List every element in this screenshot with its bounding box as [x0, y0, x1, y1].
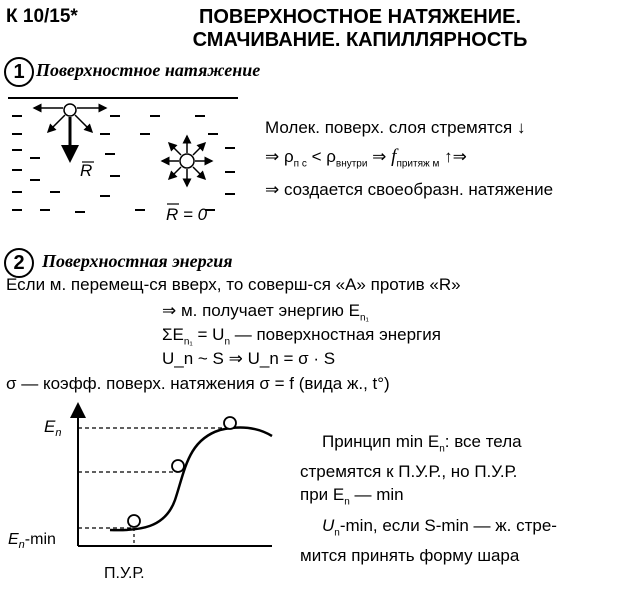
s2-line-2: ⇒ м. получает энергию $E_{n_1}$: [162, 301, 369, 324]
liquid-dashes: [12, 116, 235, 212]
principle-line-4: $U_n-\min$, если S-min — ж. стре-: [322, 515, 557, 539]
y-label: $E_n$: [44, 417, 62, 439]
page-title: [120, 6, 600, 52]
s2-line-1: Если м. перемещ-ся вверх, то соверш-ся «A» против «R»: [6, 275, 461, 294]
s1-line-1: Молек. поверх. слоя стремятся ↓: [265, 118, 526, 137]
section1-number: 1: [4, 57, 34, 87]
card-code: К 10/15*: [6, 6, 78, 27]
principle-line-1: Принцип $\min E_n$: все тела: [322, 432, 522, 455]
s2-line-4: U_n ~ S ⇒ U_n = σ · S: [162, 349, 336, 368]
section1-heading: [4, 57, 260, 87]
x-label-pur: П.У.Р.: [104, 565, 145, 582]
section2-title: Поверхностная энергия: [42, 251, 233, 272]
s2-line-3: $\Sigma E_{n_1} = U_n$ — поверхностная энергия: [162, 325, 441, 348]
section2-heading: [4, 248, 233, 278]
principle-line-2: стремятся к П.У.Р., но П.У.Р.: [300, 462, 518, 482]
principle-line-5: мится принять форму шара: [300, 546, 520, 566]
ball-max: [224, 417, 236, 429]
s1-line-3: ⇒ создается своеобразн. натяжение: [265, 180, 554, 199]
title-line-1: ПОВЕРХНОСТНОЕ НАТЯЖЕНИЕ.: [198, 6, 522, 28]
section2-number: 2: [4, 248, 34, 278]
section1-title: Поверхностное натяжение: [36, 60, 261, 81]
energy-graph: [0, 400, 300, 612]
min-label: $E_n-\min$: [8, 531, 56, 551]
principle-line-3: при $E_n$ — min: [300, 485, 404, 508]
label-r-zero: R = 0: [166, 205, 208, 224]
ball-mid: [172, 460, 184, 472]
label-r: R: [80, 161, 93, 180]
s1-line-2: ⇒ $\rho_{п с} < \rho_{внутри}$ ⇒ $f_{притяж м}$ ↑⇒: [265, 146, 467, 170]
s2-line-5: σ — коэфф. поверх. натяжения σ = f (вида ж., t°): [6, 374, 390, 393]
inner-molecule: [162, 136, 212, 186]
molecular-forces-diagram: [0, 88, 245, 228]
surface-molecule: [34, 104, 106, 160]
title-line-2: СМАЧИВАНИЕ. КАПИЛЛЯРНОСТЬ: [192, 29, 528, 51]
ball-min: [128, 515, 140, 527]
principle-text: [300, 430, 604, 567]
